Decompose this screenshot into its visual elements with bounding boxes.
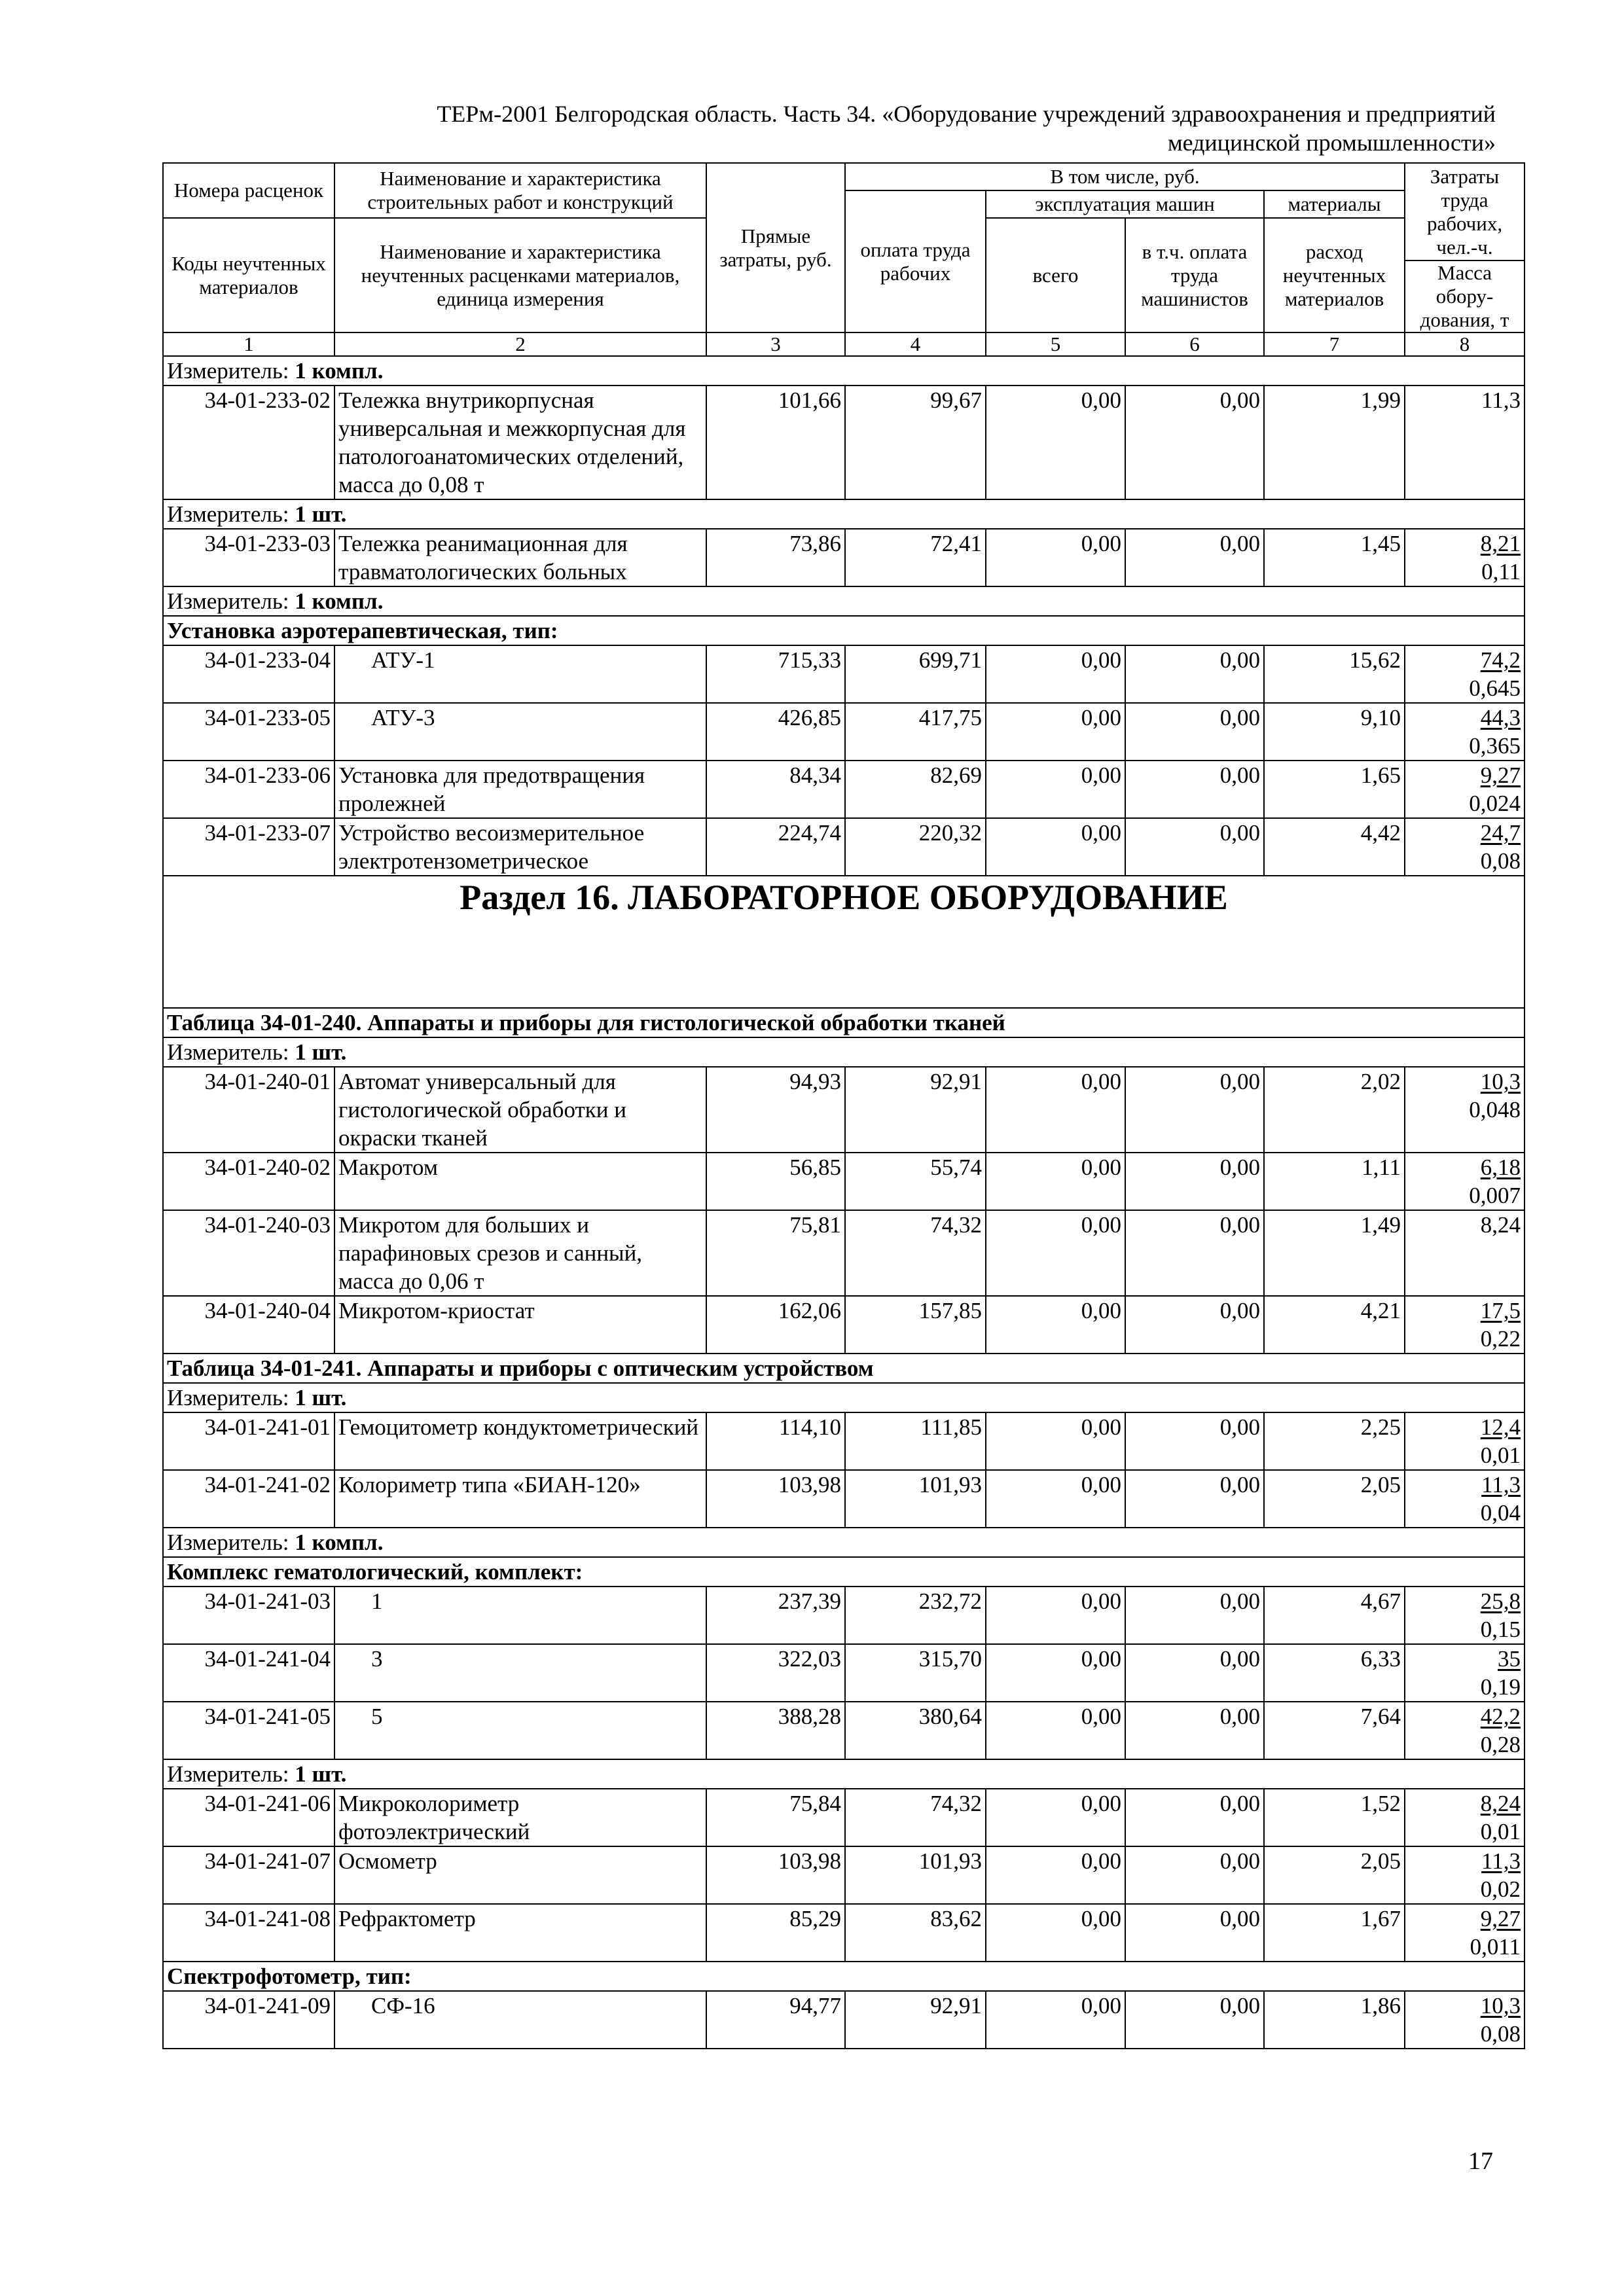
rate-code: 34-01-233-02 [163,386,334,499]
work-name-text: Автомат универсальный для гистологической обработки и окраски тканей [338,1069,626,1151]
direct-costs: 224,74 [706,818,845,876]
work-name-text: Устройство весоизмерительное электротензометрическое [338,820,645,874]
machinist-pay: 0,00 [1125,1702,1264,1759]
header-equipment-mass: Масса обору-дования, т [1405,260,1525,332]
rate-code: 34-01-241-06 [163,1789,334,1846]
machines-total: 0,00 [986,386,1125,499]
direct-costs: 715,33 [706,645,845,703]
labor-hours: 17,5 [1480,1298,1521,1323]
machinist-pay: 0,00 [1125,1470,1264,1528]
header-direct-costs: Прямые затраты, руб. [706,163,845,332]
labor-hours: 25,8 [1480,1588,1521,1614]
materials-cost: 1,49 [1264,1210,1405,1296]
group-row [163,1962,1525,1991]
labor-pay: 220,32 [845,818,986,876]
labor-mass-cell [1405,529,1525,586]
equipment-mass: 0,01 [1480,1819,1521,1844]
equipment-mass: 0,645 [1469,675,1521,701]
section-row [163,876,1525,1008]
measure-unit [163,1528,1525,1557]
rate-code: 34-01-233-06 [163,761,334,818]
labor-pay: 101,93 [845,1846,986,1904]
work-name-text: Тележка внутрикорпусная универсальная и межкорпусная для патологоанатомических отделений, масса до 0,08 т [338,387,686,497]
work-name [334,529,706,586]
work-name-text: Микротом для больших и парафиновых срезов и санный, масса до 0,06 т [338,1212,643,1294]
equipment-mass: 8,24 [1480,1212,1521,1238]
header-including: В том числе, руб. [845,163,1405,190]
labor-pay: 417,75 [845,703,986,761]
work-name [334,1991,706,2049]
materials-cost: 1,65 [1264,761,1405,818]
measure-value: 1 компл. [295,588,384,614]
labor-mass-cell [1405,703,1525,761]
column-number: 5 [986,332,1125,356]
labor-mass-cell [1405,1904,1525,1962]
work-name-text: Установка для предотвращения пролежней [338,762,645,816]
direct-costs: 388,28 [706,1702,845,1759]
labor-pay: 92,91 [845,1991,986,2049]
labor-mass-cell [1405,1644,1525,1702]
header-work-name: Наименование и характеристика строительных работ и конструкций [334,163,706,218]
equipment-mass: 0,08 [1480,848,1521,874]
machinist-pay: 0,00 [1125,1210,1264,1296]
machines-total: 0,00 [986,1644,1125,1702]
measure-label: Измеритель: [167,1530,295,1555]
labor-hours: 8,21 [1480,531,1521,556]
section-cell [163,876,1525,1008]
labor-hours: 10,3 [1480,1993,1521,2018]
machines-total: 0,00 [986,1470,1125,1528]
machines-total: 0,00 [986,645,1125,703]
direct-costs: 84,34 [706,761,845,818]
labor-pay: 74,32 [845,1210,986,1296]
measure-value: 1 компл. [295,1530,384,1555]
work-name [334,645,706,703]
materials-cost: 1,67 [1264,1904,1405,1962]
measure-label: Измеритель: [167,1761,295,1787]
work-name [334,1153,706,1210]
labor-mass-cell [1405,1470,1525,1528]
machinist-pay: 0,00 [1125,529,1264,586]
labor-mass-cell [1405,1587,1525,1644]
measure-value: 1 компл. [295,358,384,384]
work-name [334,1904,706,1962]
direct-costs: 75,84 [706,1789,845,1846]
work-name-text: 1 [371,1588,383,1614]
column-number: 2 [334,332,706,356]
rate-code: 34-01-233-04 [163,645,334,703]
tabletitle-row [163,1354,1525,1383]
materials-cost: 2,05 [1264,1846,1405,1904]
meas-row [163,1037,1525,1067]
direct-costs: 162,06 [706,1296,845,1354]
measure-value: 1 шт. [295,1385,347,1410]
page-number: 17 [1468,2147,1493,2175]
tabletitle-row [163,1008,1525,1037]
group-heading: Комплекс гематологический, комплект: [163,1557,1525,1587]
labor-hours: 9,27 [1480,762,1521,788]
materials-cost: 4,42 [1264,818,1405,876]
direct-costs: 73,86 [706,529,845,586]
measure-unit [163,1037,1525,1067]
machinist-pay: 0,00 [1125,1644,1264,1702]
table-row [163,1153,1525,1210]
table-row [163,1412,1525,1470]
labor-mass-cell [1405,1702,1525,1759]
running-header-line-1: ТЕРм-2001 Белгородская область. Часть 34. «Оборудование учреждений здравоохранения и предприятий [437,101,1496,127]
table-row [163,529,1525,586]
work-name-text: 5 [371,1704,383,1729]
meas-row [163,356,1525,386]
rate-code: 34-01-233-07 [163,818,334,876]
rate-code: 34-01-241-07 [163,1846,334,1904]
work-name [334,761,706,818]
equipment-mass: 0,048 [1469,1097,1521,1122]
meas-row [163,1528,1525,1557]
work-name [334,1846,706,1904]
header-labor-cost: Затраты труда рабочих, чел.-ч. [1405,163,1525,260]
machinist-pay: 0,00 [1125,1904,1264,1962]
work-name-text: СФ-16 [371,1993,435,2018]
labor-pay: 101,93 [845,1470,986,1528]
running-header [164,99,1496,157]
table-row [163,818,1525,876]
machines-total: 0,00 [986,1296,1125,1354]
machines-total: 0,00 [986,761,1125,818]
group-heading: Установка аэротерапевтическая, тип: [163,616,1525,645]
direct-costs: 75,81 [706,1210,845,1296]
direct-costs: 94,77 [706,1991,845,2049]
table-row [163,1702,1525,1759]
work-name [334,1412,706,1470]
rate-code: 34-01-233-03 [163,529,334,586]
machinist-pay: 0,00 [1125,1991,1264,2049]
materials-cost: 2,05 [1264,1470,1405,1528]
work-name [334,1067,706,1153]
table-row [163,761,1525,818]
work-name [334,1470,706,1528]
labor-mass-cell [1405,1991,1525,2049]
table-row [163,703,1525,761]
machines-total: 0,00 [986,1153,1125,1210]
labor-hours: 8,24 [1480,1791,1521,1816]
header-machines: эксплуатация машин [986,190,1264,218]
table-row [163,1991,1525,2049]
group-row [163,616,1525,645]
rate-code: 34-01-240-02 [163,1153,334,1210]
table-row [163,1210,1525,1296]
machines-total: 0,00 [986,1210,1125,1296]
measure-value: 1 шт. [295,1761,347,1787]
equipment-mass: 0,365 [1469,733,1521,759]
work-name-text: Макротом [338,1155,439,1180]
work-name-text: Микроколориметр фотоэлектрический [338,1791,530,1844]
header-machines-total: всего [986,218,1125,332]
column-number: 8 [1405,332,1525,356]
work-name [334,1296,706,1354]
equipment-mass: 0,28 [1480,1732,1521,1757]
rate-code: 34-01-241-01 [163,1412,334,1470]
header-material-codes: Коды неучтенных материалов [163,218,334,332]
machinist-pay: 0,00 [1125,1412,1264,1470]
header-materials-use: расход неучтенных материалов [1264,218,1405,332]
labor-mass-cell [1405,386,1525,499]
header-rate-numbers: Номера расценок [163,163,334,218]
work-name-text: Осмометр [338,1848,437,1874]
labor-hours: 35 [1498,1646,1521,1672]
labor-hours: 74,2 [1480,647,1521,673]
labor-mass-cell [1405,1296,1525,1354]
work-name-text: Тележка реанимационная для травматологических больных [338,531,628,584]
rate-code: 34-01-241-05 [163,1702,334,1759]
column-number: 4 [845,332,986,356]
equipment-mass: 0,007 [1469,1183,1521,1208]
meas-row [163,499,1525,529]
measure-label: Измеритель: [167,588,295,614]
table-row [163,1587,1525,1644]
rate-code: 34-01-241-04 [163,1644,334,1702]
rate-code: 34-01-240-03 [163,1210,334,1296]
labor-pay: 157,85 [845,1296,986,1354]
labor-mass-cell [1405,1846,1525,1904]
rate-code: 34-01-240-04 [163,1296,334,1354]
header-material-names: Наименование и характеристика неучтенных расценками материалов, единица измерения [334,218,706,332]
direct-costs: 56,85 [706,1153,845,1210]
work-name-text: Гемоцитометр кондуктометрический [338,1414,699,1440]
equipment-mass: 11,3 [1481,387,1521,413]
meas-row [163,1759,1525,1789]
materials-cost: 15,62 [1264,645,1405,703]
group-row [163,1557,1525,1587]
materials-cost: 1,86 [1264,1991,1405,2049]
price-table [162,162,1525,2049]
rate-code: 34-01-241-09 [163,1991,334,2049]
equipment-mass: 0,22 [1480,1326,1521,1352]
equipment-mass: 0,19 [1480,1674,1521,1700]
machines-total: 0,00 [986,1067,1125,1153]
table-row [163,1644,1525,1702]
direct-costs: 94,93 [706,1067,845,1153]
running-header-line-2: медицинской промышленности» [1167,130,1496,156]
machines-total: 0,00 [986,703,1125,761]
labor-mass-cell [1405,1210,1525,1296]
materials-cost: 6,33 [1264,1644,1405,1702]
labor-pay: 111,85 [845,1412,986,1470]
labor-pay: 315,70 [845,1644,986,1702]
labor-mass-cell [1405,645,1525,703]
table-row [163,1470,1525,1528]
labor-pay: 55,74 [845,1153,986,1210]
work-name-text: Рефрактометр [338,1906,476,1931]
machinist-pay: 0,00 [1125,1846,1264,1904]
table-row [163,1296,1525,1354]
labor-pay: 72,41 [845,529,986,586]
direct-costs: 103,98 [706,1846,845,1904]
equipment-mass: 0,01 [1480,1443,1521,1468]
machinist-pay: 0,00 [1125,645,1264,703]
measure-unit [163,1383,1525,1412]
materials-cost: 7,64 [1264,1702,1405,1759]
labor-hours: 9,27 [1480,1906,1521,1931]
direct-costs: 237,39 [706,1587,845,1644]
labor-mass-cell [1405,1412,1525,1470]
machinist-pay: 0,00 [1125,1587,1264,1644]
measure-label: Измеритель: [167,1039,295,1065]
materials-cost: 1,99 [1264,386,1405,499]
table-row [163,645,1525,703]
table-row [163,1067,1525,1153]
materials-cost: 9,10 [1264,703,1405,761]
materials-cost: 2,02 [1264,1067,1405,1153]
rate-code: 34-01-241-08 [163,1904,334,1962]
equipment-mass: 0,08 [1480,2021,1521,2047]
machinist-pay: 0,00 [1125,1296,1264,1354]
table-title: Таблица 34-01-240. Аппараты и приборы для гистологической обработки тканей [163,1008,1525,1037]
machinist-pay: 0,00 [1125,1153,1264,1210]
meas-row [163,1383,1525,1412]
labor-pay: 380,64 [845,1702,986,1759]
labor-hours: 11,3 [1481,1848,1521,1874]
direct-costs: 101,66 [706,386,845,499]
equipment-mass: 0,15 [1480,1617,1521,1642]
table-title: Таблица 34-01-241. Аппараты и приборы с оптическим устройством [163,1354,1525,1383]
labor-mass-cell [1405,761,1525,818]
machines-total: 0,00 [986,818,1125,876]
equipment-mass: 0,011 [1470,1934,1521,1960]
work-name-text: 3 [371,1646,383,1672]
labor-hours: 11,3 [1481,1472,1521,1498]
materials-cost: 1,11 [1264,1153,1405,1210]
labor-pay: 74,32 [845,1789,986,1846]
measure-unit [163,356,1525,386]
measure-label: Измеритель: [167,501,295,527]
measure-unit [163,586,1525,616]
work-name-text: АТУ-1 [371,647,435,673]
machines-total: 0,00 [986,1904,1125,1962]
labor-pay: 82,69 [845,761,986,818]
machinist-pay: 0,00 [1125,1789,1264,1846]
table-row [163,386,1525,499]
header-labor-pay: оплата труда рабочих [845,190,986,332]
direct-costs: 85,29 [706,1904,845,1962]
column-number: 1 [163,332,334,356]
header-machinist-pay: в т.ч. оплата труда машинистов [1125,218,1264,332]
meas-row [163,586,1525,616]
direct-costs: 114,10 [706,1412,845,1470]
measure-value: 1 шт. [295,1039,347,1065]
labor-pay: 232,72 [845,1587,986,1644]
header-materials: материалы [1264,190,1405,218]
machines-total: 0,00 [986,1789,1125,1846]
machinist-pay: 0,00 [1125,1067,1264,1153]
work-name [334,1644,706,1702]
machines-total: 0,00 [986,1846,1125,1904]
labor-hours: 6,18 [1480,1155,1521,1180]
machinist-pay: 0,00 [1125,703,1264,761]
work-name-text: Колориметр типа «БИАН-120» [338,1472,641,1498]
machines-total: 0,00 [986,1412,1125,1470]
table-row [163,1846,1525,1904]
column-number: 7 [1264,332,1405,356]
direct-costs: 103,98 [706,1470,845,1528]
equipment-mass: 0,11 [1481,559,1521,584]
work-name [334,818,706,876]
labor-pay: 699,71 [845,645,986,703]
machines-total: 0,00 [986,1702,1125,1759]
machines-total: 0,00 [986,1991,1125,2049]
work-name [334,1789,706,1846]
equipment-mass: 0,024 [1469,791,1521,816]
materials-cost: 2,25 [1264,1412,1405,1470]
work-name [334,386,706,499]
labor-mass-cell [1405,1789,1525,1846]
machinist-pay: 0,00 [1125,818,1264,876]
machinist-pay: 0,00 [1125,761,1264,818]
direct-costs: 426,85 [706,703,845,761]
materials-cost: 1,52 [1264,1789,1405,1846]
materials-cost: 4,67 [1264,1587,1405,1644]
equipment-mass: 0,04 [1480,1500,1521,1526]
table-row [163,1789,1525,1846]
labor-pay: 83,62 [845,1904,986,1962]
labor-hours: 44,3 [1480,705,1521,730]
group-heading: Спектрофотометр, тип: [163,1962,1525,1991]
column-number: 3 [706,332,845,356]
work-name-text: Микротом-криостат [338,1298,535,1323]
work-name-text: АТУ-3 [371,705,435,730]
rate-code: 34-01-241-02 [163,1470,334,1528]
machines-total: 0,00 [986,529,1125,586]
labor-mass-cell [1405,1153,1525,1210]
rate-code: 34-01-240-01 [163,1067,334,1153]
section-title: Раздел 16. ЛАБОРАТОРНОЕ ОБОРУДОВАНИЕ [460,878,1228,917]
measure-value: 1 шт. [295,501,347,527]
work-name [334,1702,706,1759]
labor-hours: 10,3 [1480,1069,1521,1094]
column-number: 6 [1125,332,1264,356]
labor-mass-cell [1405,1067,1525,1153]
table-row [163,1904,1525,1962]
rate-code: 34-01-233-05 [163,703,334,761]
labor-hours: 12,4 [1480,1414,1521,1440]
labor-pay: 92,91 [845,1067,986,1153]
materials-cost: 1,45 [1264,529,1405,586]
direct-costs: 322,03 [706,1644,845,1702]
labor-hours: 24,7 [1480,820,1521,846]
machinist-pay: 0,00 [1125,386,1264,499]
labor-hours: 42,2 [1480,1704,1521,1729]
measure-unit [163,1759,1525,1789]
work-name [334,1210,706,1296]
machines-total: 0,00 [986,1587,1125,1644]
measure-label: Измеритель: [167,358,295,384]
materials-cost: 4,21 [1264,1296,1405,1354]
labor-mass-cell [1405,818,1525,876]
measure-label: Измеритель: [167,1385,295,1410]
labor-pay: 99,67 [845,386,986,499]
rate-code: 34-01-241-03 [163,1587,334,1644]
equipment-mass: 0,02 [1480,1876,1521,1902]
measure-unit [163,499,1525,529]
work-name [334,703,706,761]
work-name [334,1587,706,1644]
